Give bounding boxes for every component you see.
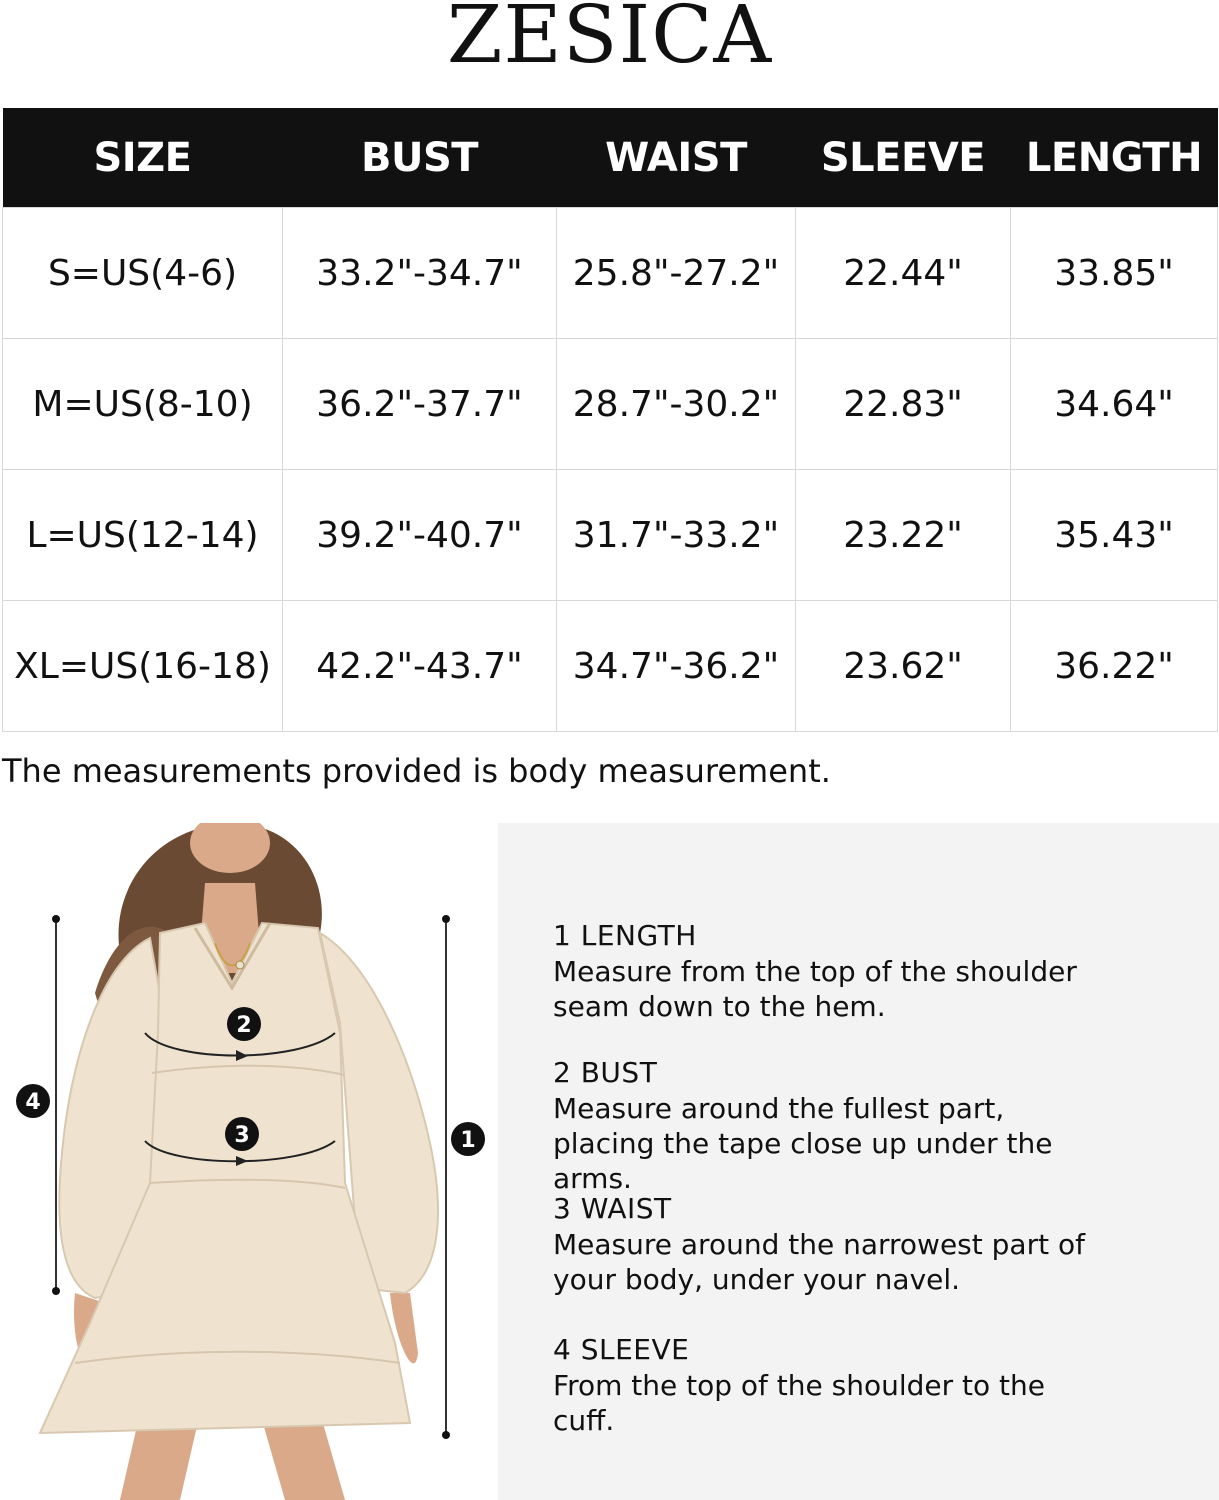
table-row	[3, 339, 1218, 470]
instruction-description: Measure around the narrowest part of your body, under your navel.	[553, 1228, 1085, 1296]
length-cell: 35.43"	[1011, 470, 1218, 601]
waist-cell: 34.7"-36.2"	[557, 601, 796, 732]
measurement-guide-panel	[498, 823, 1219, 1500]
instruction-bust	[553, 1055, 1193, 1196]
sleeve-endpoint-icon	[52, 915, 60, 923]
column-header-sleeve: SLEEVE	[796, 108, 1011, 208]
sleeve-cell: 23.62"	[796, 601, 1011, 732]
length-endpoint-icon	[442, 1431, 450, 1439]
instruction-waist	[553, 1191, 1193, 1297]
bust-cell: 36.2"-37.7"	[283, 339, 557, 470]
instruction-description: Measure from the top of the shoulder seam down to the hem.	[553, 955, 1077, 1023]
length-cell: 34.64"	[1011, 339, 1218, 470]
marker-4-label: 4	[25, 1090, 41, 1115]
table-header-row	[3, 108, 1218, 208]
instruction-description: From the top of the shoulder to the cuff.	[553, 1369, 1046, 1437]
size-cell: S=US(4-6)	[3, 208, 283, 339]
length-cell: 36.22"	[1011, 601, 1218, 732]
measurement-note: The measurements provided is body measurement.	[2, 752, 831, 790]
bust-cell: 33.2"-34.7"	[283, 208, 557, 339]
size-cell: XL=US(16-18)	[3, 601, 283, 732]
model-figure	[0, 823, 498, 1500]
instruction-heading: 1 LENGTH	[553, 919, 697, 952]
waist-cell: 25.8"-27.2"	[557, 208, 796, 339]
instruction-heading: 3 WAIST	[553, 1192, 672, 1225]
bust-cell: 39.2"-40.7"	[283, 470, 557, 601]
marker-3-icon	[225, 1117, 259, 1151]
size-cell: M=US(8-10)	[3, 339, 283, 470]
brand-logo: ZESICA	[446, 0, 773, 81]
column-header-size: SIZE	[3, 108, 283, 208]
length-endpoint-icon	[442, 915, 450, 923]
length-cell: 33.85"	[1011, 208, 1218, 339]
sleeve-endpoint-icon	[52, 1287, 60, 1295]
marker-2-label: 2	[236, 1013, 252, 1038]
marker-4-icon	[16, 1084, 50, 1118]
waist-cell: 31.7"-33.2"	[557, 470, 796, 601]
column-header-length: LENGTH	[1011, 108, 1218, 208]
sleeve-cell: 22.83"	[796, 339, 1011, 470]
instruction-sleeve	[553, 1332, 1193, 1438]
marker-2-icon	[227, 1007, 261, 1041]
marker-1-label: 1	[460, 1128, 476, 1153]
marker-3-label: 3	[234, 1123, 250, 1148]
instruction-description: Measure around the fullest part, placing the tape close up under the arms.	[553, 1092, 1053, 1195]
table-row	[3, 208, 1218, 339]
sleeve-cell: 22.44"	[796, 208, 1011, 339]
size-chart-table	[2, 108, 1218, 732]
sleeve-cell: 23.22"	[796, 470, 1011, 601]
pendant-shape	[236, 961, 244, 969]
instruction-length	[553, 918, 1193, 1024]
bust-cell: 42.2"-43.7"	[283, 601, 557, 732]
instruction-heading: 2 BUST	[553, 1056, 658, 1089]
waist-cell: 28.7"-30.2"	[557, 339, 796, 470]
table-row	[3, 470, 1218, 601]
column-header-bust: BUST	[283, 108, 557, 208]
size-cell: L=US(12-14)	[3, 470, 283, 601]
dress-illustration	[0, 823, 498, 1500]
marker-1-icon	[451, 1122, 485, 1156]
table-row	[3, 601, 1218, 732]
instruction-heading: 4 SLEEVE	[553, 1333, 690, 1366]
column-header-waist: WAIST	[557, 108, 796, 208]
